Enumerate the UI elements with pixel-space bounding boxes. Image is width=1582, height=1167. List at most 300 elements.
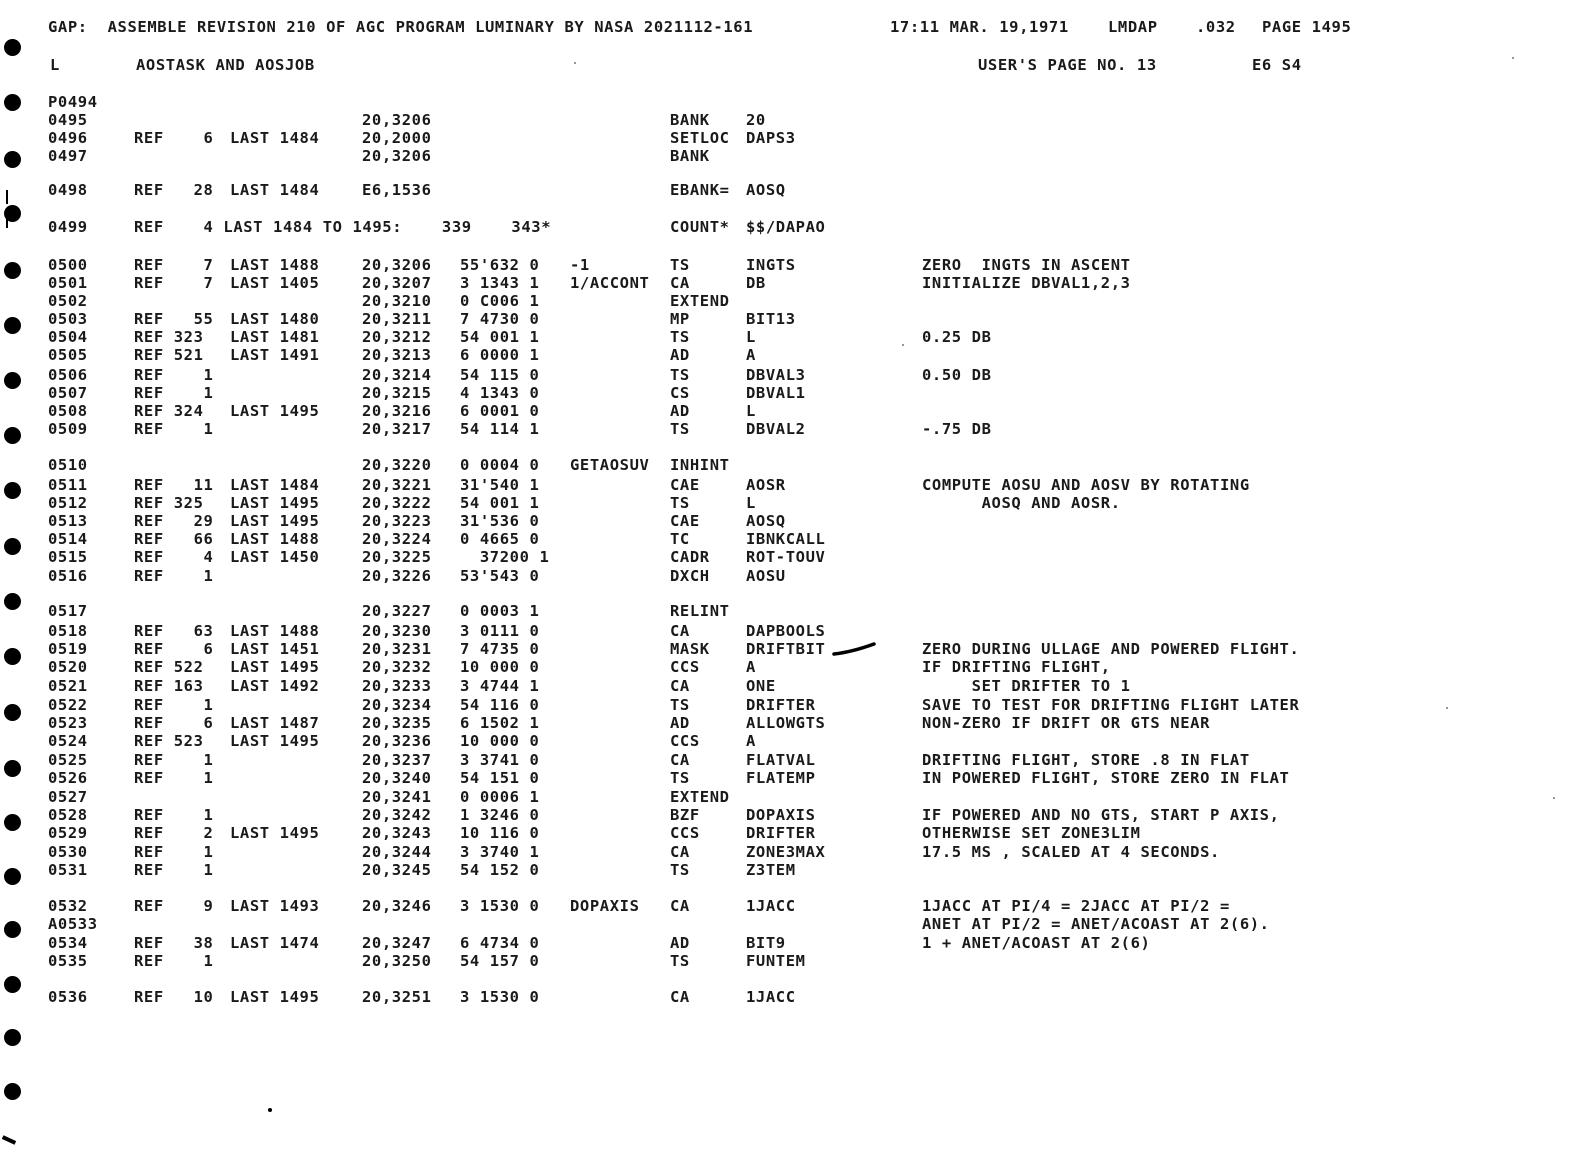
speck: [268, 1108, 272, 1112]
opcode: TS: [670, 769, 690, 787]
opcode: CAE: [670, 512, 700, 530]
line-number: 0516: [48, 567, 88, 585]
address: 20,3247: [362, 934, 432, 952]
line-number: 0512: [48, 494, 88, 512]
octal-word: 54 001 1: [460, 494, 540, 512]
address: 20,3217: [362, 420, 432, 438]
line-number: 0497: [48, 147, 88, 165]
operand: A: [746, 732, 756, 750]
address: 20,3206: [362, 147, 432, 165]
comment: 0.50 DB: [922, 366, 992, 384]
line-number: 0511: [48, 476, 88, 494]
speck: [1512, 57, 1514, 59]
address: 20,3242: [362, 806, 432, 824]
address: E6,1536: [362, 181, 432, 199]
user-page-number: USER'S PAGE NO. 13: [978, 56, 1157, 74]
speck: [902, 344, 904, 346]
punch-hole: [4, 262, 21, 279]
ref-count: REF 1: [134, 751, 214, 769]
line-number: 0517: [48, 602, 88, 620]
opcode: CA: [670, 988, 690, 1006]
comment: 1 + ANET/ACOAST AT 2(6): [922, 934, 1151, 952]
line-number: 0528: [48, 806, 88, 824]
ref-count: REF 1: [134, 861, 214, 879]
octal-word: 31'536 0: [460, 512, 540, 530]
ref-count: REF 9: [134, 897, 214, 915]
margin-mark: [6, 190, 8, 204]
operand: BIT13: [746, 310, 796, 328]
section-title: AOSTASK AND AOSJOB: [136, 56, 315, 74]
margin-mark: [2, 1135, 16, 1145]
operand: AOSQ: [746, 181, 786, 199]
octal-word: 54 152 0: [460, 861, 540, 879]
opcode: COUNT*: [670, 218, 730, 236]
opcode: AD: [670, 346, 690, 364]
line-number: 0503: [48, 310, 88, 328]
comment: IF DRIFTING FLIGHT,: [922, 658, 1111, 676]
address: 20,3213: [362, 346, 432, 364]
operand: L: [746, 328, 756, 346]
operand: AOSR: [746, 476, 786, 494]
ref-count: REF 523: [134, 732, 204, 750]
address: 20,3212: [362, 328, 432, 346]
address: 20,3210: [362, 292, 432, 310]
address: 20,3215: [362, 384, 432, 402]
ref-count: REF 1: [134, 384, 214, 402]
comment: ZERO DURING ULLAGE AND POWERED FLIGHT.: [922, 640, 1300, 658]
opcode: TS: [670, 366, 690, 384]
ref-count: REF 63: [134, 622, 214, 640]
operand: ROT-TOUV: [746, 548, 826, 566]
symbol-label: DOPAXIS: [570, 897, 640, 915]
address: 20,3251: [362, 988, 432, 1006]
operand: FUNTEM: [746, 952, 806, 970]
line-number: 0526: [48, 769, 88, 787]
operand: A: [746, 658, 756, 676]
opcode: DXCH: [670, 567, 710, 585]
address: 20,3233: [362, 677, 432, 695]
octal-word: 0 4665 0: [460, 530, 540, 548]
opcode: CCS: [670, 824, 700, 842]
opcode: CA: [670, 622, 690, 640]
last-ref: LAST 1480: [230, 310, 320, 328]
line-number: 0523: [48, 714, 88, 732]
last-ref: LAST 1484: [230, 476, 320, 494]
operand: AOSU: [746, 567, 786, 585]
punch-hole: [4, 814, 21, 831]
ref-count: REF 1: [134, 366, 214, 384]
symbol-label: GETAOSUV: [570, 456, 650, 474]
operand: DB: [746, 274, 766, 292]
last-ref: LAST 1493: [230, 897, 320, 915]
line-number: 0519: [48, 640, 88, 658]
line-number: 0495: [48, 111, 88, 129]
last-ref: LAST 1484: [230, 181, 320, 199]
comment: ZERO INGTS IN ASCENT: [922, 256, 1131, 274]
assembly-mode: LMDAP: [1108, 18, 1158, 36]
opcode: MASK: [670, 640, 710, 658]
address: 20,3237: [362, 751, 432, 769]
line-number: 0513: [48, 512, 88, 530]
last-ref: LAST 1495: [230, 658, 320, 676]
opcode: TS: [670, 696, 690, 714]
last-ref: LAST 1491: [230, 346, 320, 364]
comment: SET DRIFTER TO 1: [922, 677, 1131, 695]
ref-count: REF 11: [134, 476, 214, 494]
ref-count: REF 4: [134, 548, 214, 566]
ref-count: REF 29: [134, 512, 214, 530]
punch-hole: [4, 538, 21, 555]
operand: ONE: [746, 677, 776, 695]
operand: L: [746, 402, 756, 420]
address: 20,3206: [362, 111, 432, 129]
address: 20,3225: [362, 548, 432, 566]
address: 20,3207: [362, 274, 432, 292]
address: 20,3232: [362, 658, 432, 676]
octal-word: 0 0003 1: [460, 602, 540, 620]
address: 20,3223: [362, 512, 432, 530]
octal-word: 55'632 0: [460, 256, 540, 274]
operand: DBVAL1: [746, 384, 806, 402]
address: 20,3222: [362, 494, 432, 512]
line-number: 0508: [48, 402, 88, 420]
opcode: CAE: [670, 476, 700, 494]
opcode: CADR: [670, 548, 710, 566]
opcode: TS: [670, 861, 690, 879]
address: 20,3234: [362, 696, 432, 714]
comment: IF POWERED AND NO GTS, START P AXIS,: [922, 806, 1280, 824]
octal-word: 6 0000 1: [460, 346, 540, 364]
opcode: BANK: [670, 111, 710, 129]
address: 20,3240: [362, 769, 432, 787]
comment: INITIALIZE DBVAL1,2,3: [922, 274, 1131, 292]
octal-word: 54 001 1: [460, 328, 540, 346]
punch-hole: [4, 317, 21, 334]
address: 20,3246: [362, 897, 432, 915]
punch-hole: [4, 94, 21, 111]
line-number: 0510: [48, 456, 88, 474]
operand: IBNKCALL: [746, 530, 826, 548]
last-ref: LAST 1405: [230, 274, 320, 292]
comment: IN POWERED FLIGHT, STORE ZERO IN FLAT: [922, 769, 1290, 787]
line-number: 0531: [48, 861, 88, 879]
last-ref: LAST 1487: [230, 714, 320, 732]
octal-word: 10 116 0: [460, 824, 540, 842]
address: 20,3206: [362, 256, 432, 274]
octal-word: 7 4730 0: [460, 310, 540, 328]
ref-count: REF 7: [134, 256, 214, 274]
operand: 1JACC: [746, 897, 796, 915]
line-number: 0499: [48, 218, 88, 236]
opcode: BZF: [670, 806, 700, 824]
ref-count: REF 7: [134, 274, 214, 292]
last-ref: LAST 1492: [230, 677, 320, 695]
line-number: 0534: [48, 934, 88, 952]
line-number: 0532: [48, 897, 88, 915]
octal-word: 0 0004 0: [460, 456, 540, 474]
octal-word: 6 0001 0: [460, 402, 540, 420]
opcode: CA: [670, 677, 690, 695]
octal-word: 3 4744 1: [460, 677, 540, 695]
address: 20,3250: [362, 952, 432, 970]
opcode: MP: [670, 310, 690, 328]
comment: OTHERWISE SET ZONE3LIM: [922, 824, 1141, 842]
comment: 0.25 DB: [922, 328, 992, 346]
octal-word: 54 151 0: [460, 769, 540, 787]
line-number: 0509: [48, 420, 88, 438]
line-number: 0507: [48, 384, 88, 402]
opcode: TS: [670, 420, 690, 438]
punch-hole: [4, 1029, 21, 1046]
pen-mark: [832, 640, 878, 658]
address: 20,3227: [362, 602, 432, 620]
address: 20,2000: [362, 129, 432, 147]
punch-hole: [4, 976, 21, 993]
octal-word: 54 115 0: [460, 366, 540, 384]
line-number: 0529: [48, 824, 88, 842]
last-ref: LAST 1495: [230, 824, 320, 842]
octal-word: 0 0006 1: [460, 788, 540, 806]
line-number: 0535: [48, 952, 88, 970]
last-ref: LAST 1481: [230, 328, 320, 346]
last-ref: LAST 1495: [230, 732, 320, 750]
punch-hole: [4, 427, 21, 444]
opcode: CCS: [670, 732, 700, 750]
ref-count: REF 1: [134, 952, 214, 970]
listing-title: GAP: ASSEMBLE REVISION 210 OF AGC PROGRAM LUMINARY BY NASA 2021112-161: [48, 18, 754, 36]
comment: -.75 DB: [922, 420, 992, 438]
operand: FLATVAL: [746, 751, 816, 769]
listing-letter: L: [50, 56, 60, 74]
octal-word: 10 000 0: [460, 658, 540, 676]
comment: 17.5 MS , SCALED AT 4 SECONDS.: [922, 843, 1220, 861]
ref-count: REF 66: [134, 530, 214, 548]
opcode: AD: [670, 934, 690, 952]
ref-count: REF 6: [134, 714, 214, 732]
address: 20,3230: [362, 622, 432, 640]
ref-count: REF 522: [134, 658, 204, 676]
line-number: 0502: [48, 292, 88, 310]
last-ref: LAST 1495: [230, 402, 320, 420]
line-number: 0525: [48, 751, 88, 769]
octal-word: 37200 1: [460, 548, 550, 566]
octal-word: 3 1530 0: [460, 897, 540, 915]
operand: DAPS3: [746, 129, 796, 147]
last-ref: LAST 1488: [230, 622, 320, 640]
octal-word: 6 4734 0: [460, 934, 540, 952]
operand: DOPAXIS: [746, 806, 816, 824]
line-number: 0498: [48, 181, 88, 199]
punch-hole: [4, 648, 21, 665]
comment: AOSQ AND AOSR.: [922, 494, 1121, 512]
ref-count: REF 323: [134, 328, 204, 346]
last-ref: LAST 1495: [230, 988, 320, 1006]
operand: L: [746, 494, 756, 512]
address: 20,3224: [362, 530, 432, 548]
ref-count: REF 4 LAST 1484 TO 1495: 339 343*: [134, 218, 552, 236]
last-ref: LAST 1450: [230, 548, 320, 566]
line-number: 0506: [48, 366, 88, 384]
address: 20,3244: [362, 843, 432, 861]
octal-word: 31'540 1: [460, 476, 540, 494]
ref-count: REF 28: [134, 181, 214, 199]
opcode: AD: [670, 402, 690, 420]
operand: BIT9: [746, 934, 786, 952]
line-number: P0494: [48, 93, 98, 111]
ref-count: REF 38: [134, 934, 214, 952]
line-number: 0514: [48, 530, 88, 548]
ref-count: REF 10: [134, 988, 214, 1006]
operand: DRIFTBIT: [746, 640, 826, 658]
ref-count: REF 163: [134, 677, 204, 695]
line-number: 0524: [48, 732, 88, 750]
octal-word: 1 3246 0: [460, 806, 540, 824]
operand: ZONE3MAX: [746, 843, 826, 861]
comment: NON-ZERO IF DRIFT OR GTS NEAR: [922, 714, 1211, 732]
operand: DBVAL2: [746, 420, 806, 438]
ref-count: REF 1: [134, 567, 214, 585]
module-id: E6 S4: [1252, 56, 1302, 74]
ref-count: REF 1: [134, 769, 214, 787]
ref-count: REF 2: [134, 824, 214, 842]
opcode: RELINT: [670, 602, 730, 620]
margin-mark: [6, 214, 8, 228]
ref-count: REF 6: [134, 640, 214, 658]
opcode: CA: [670, 274, 690, 292]
opcode: TS: [670, 328, 690, 346]
last-ref: LAST 1451: [230, 640, 320, 658]
opcode: TC: [670, 530, 690, 548]
line-number: 0515: [48, 548, 88, 566]
octal-word: 54 114 1: [460, 420, 540, 438]
operand: 1JACC: [746, 988, 796, 1006]
speck: [1553, 797, 1555, 799]
symbol-label: -1: [570, 256, 590, 274]
ref-count: REF 1: [134, 696, 214, 714]
octal-word: 54 157 0: [460, 952, 540, 970]
comment: 1JACC AT PI/4 = 2JACC AT PI/2 =: [922, 897, 1230, 915]
octal-word: 3 1343 1: [460, 274, 540, 292]
ref-count: REF 324: [134, 402, 204, 420]
octal-word: 53'543 0: [460, 567, 540, 585]
line-number: 0536: [48, 988, 88, 1006]
punch-hole: [4, 151, 21, 168]
punch-hole: [4, 482, 21, 499]
address: 20,3220: [362, 456, 432, 474]
opcode: CA: [670, 751, 690, 769]
opcode: EXTEND: [670, 788, 730, 806]
line-number: 0496: [48, 129, 88, 147]
ref-count: REF 55: [134, 310, 214, 328]
last-ref: LAST 1495: [230, 512, 320, 530]
punch-hole: [4, 593, 21, 610]
ref-count: REF 1: [134, 843, 214, 861]
opcode: AD: [670, 714, 690, 732]
opcode: EXTEND: [670, 292, 730, 310]
operand: DRIFTER: [746, 696, 816, 714]
address: 20,3214: [362, 366, 432, 384]
line-number: 0518: [48, 622, 88, 640]
last-ref: LAST 1488: [230, 530, 320, 548]
line-number: 0501: [48, 274, 88, 292]
octal-word: 3 1530 0: [460, 988, 540, 1006]
operand: Z3TEM: [746, 861, 796, 879]
line-number: 0530: [48, 843, 88, 861]
opcode: INHINT: [670, 456, 730, 474]
operand: AOSQ: [746, 512, 786, 530]
symbol-label: 1/ACCONT: [570, 274, 650, 292]
ref-count: REF 1: [134, 420, 214, 438]
comment: SAVE TO TEST FOR DRIFTING FLIGHT LATER: [922, 696, 1300, 714]
assembly-time: .032: [1196, 18, 1236, 36]
octal-word: 4 1343 0: [460, 384, 540, 402]
opcode: BANK: [670, 147, 710, 165]
operand: 20: [746, 111, 766, 129]
ref-count: REF 325: [134, 494, 204, 512]
comment: COMPUTE AOSU AND AOSV BY ROTATING: [922, 476, 1250, 494]
line-number: 0504: [48, 328, 88, 346]
line-number: 0527: [48, 788, 88, 806]
speck: [574, 62, 576, 64]
opcode: TS: [670, 952, 690, 970]
address: 20,3235: [362, 714, 432, 732]
comment: DRIFTING FLIGHT, STORE .8 IN FLAT: [922, 751, 1250, 769]
address: 20,3211: [362, 310, 432, 328]
opcode: TS: [670, 494, 690, 512]
address: 20,3231: [362, 640, 432, 658]
ref-count: REF 1: [134, 806, 214, 824]
opcode: SETLOC: [670, 129, 730, 147]
octal-word: 0 C006 1: [460, 292, 540, 310]
address: 20,3243: [362, 824, 432, 842]
punch-hole: [4, 372, 21, 389]
punch-hole: [4, 868, 21, 885]
last-ref: LAST 1474: [230, 934, 320, 952]
line-number: 0521: [48, 677, 88, 695]
line-number: 0505: [48, 346, 88, 364]
address: 20,3221: [362, 476, 432, 494]
opcode: CCS: [670, 658, 700, 676]
octal-word: 7 4735 0: [460, 640, 540, 658]
assembly-datetime: 17:11 MAR. 19,1971: [890, 18, 1069, 36]
octal-word: 3 3741 0: [460, 751, 540, 769]
opcode: CS: [670, 384, 690, 402]
address: 20,3245: [362, 861, 432, 879]
octal-word: 10 000 0: [460, 732, 540, 750]
last-ref: LAST 1495: [230, 494, 320, 512]
octal-word: 6 1502 1: [460, 714, 540, 732]
octal-word: 3 0111 0: [460, 622, 540, 640]
address: 20,3241: [362, 788, 432, 806]
last-ref: LAST 1488: [230, 256, 320, 274]
line-number: 0520: [48, 658, 88, 676]
address: 20,3226: [362, 567, 432, 585]
line-number: 0500: [48, 256, 88, 274]
operand: DBVAL3: [746, 366, 806, 384]
last-ref: LAST 1484: [230, 129, 320, 147]
opcode: EBANK=: [670, 181, 730, 199]
operand: DRIFTER: [746, 824, 816, 842]
opcode: TS: [670, 256, 690, 274]
octal-word: 54 116 0: [460, 696, 540, 714]
operand: FLATEMP: [746, 769, 816, 787]
address: 20,3236: [362, 732, 432, 750]
ref-count: REF 521: [134, 346, 204, 364]
punch-hole: [4, 760, 21, 777]
operand: DAPBOOLS: [746, 622, 826, 640]
opcode: CA: [670, 897, 690, 915]
line-number: A0533: [48, 915, 98, 933]
